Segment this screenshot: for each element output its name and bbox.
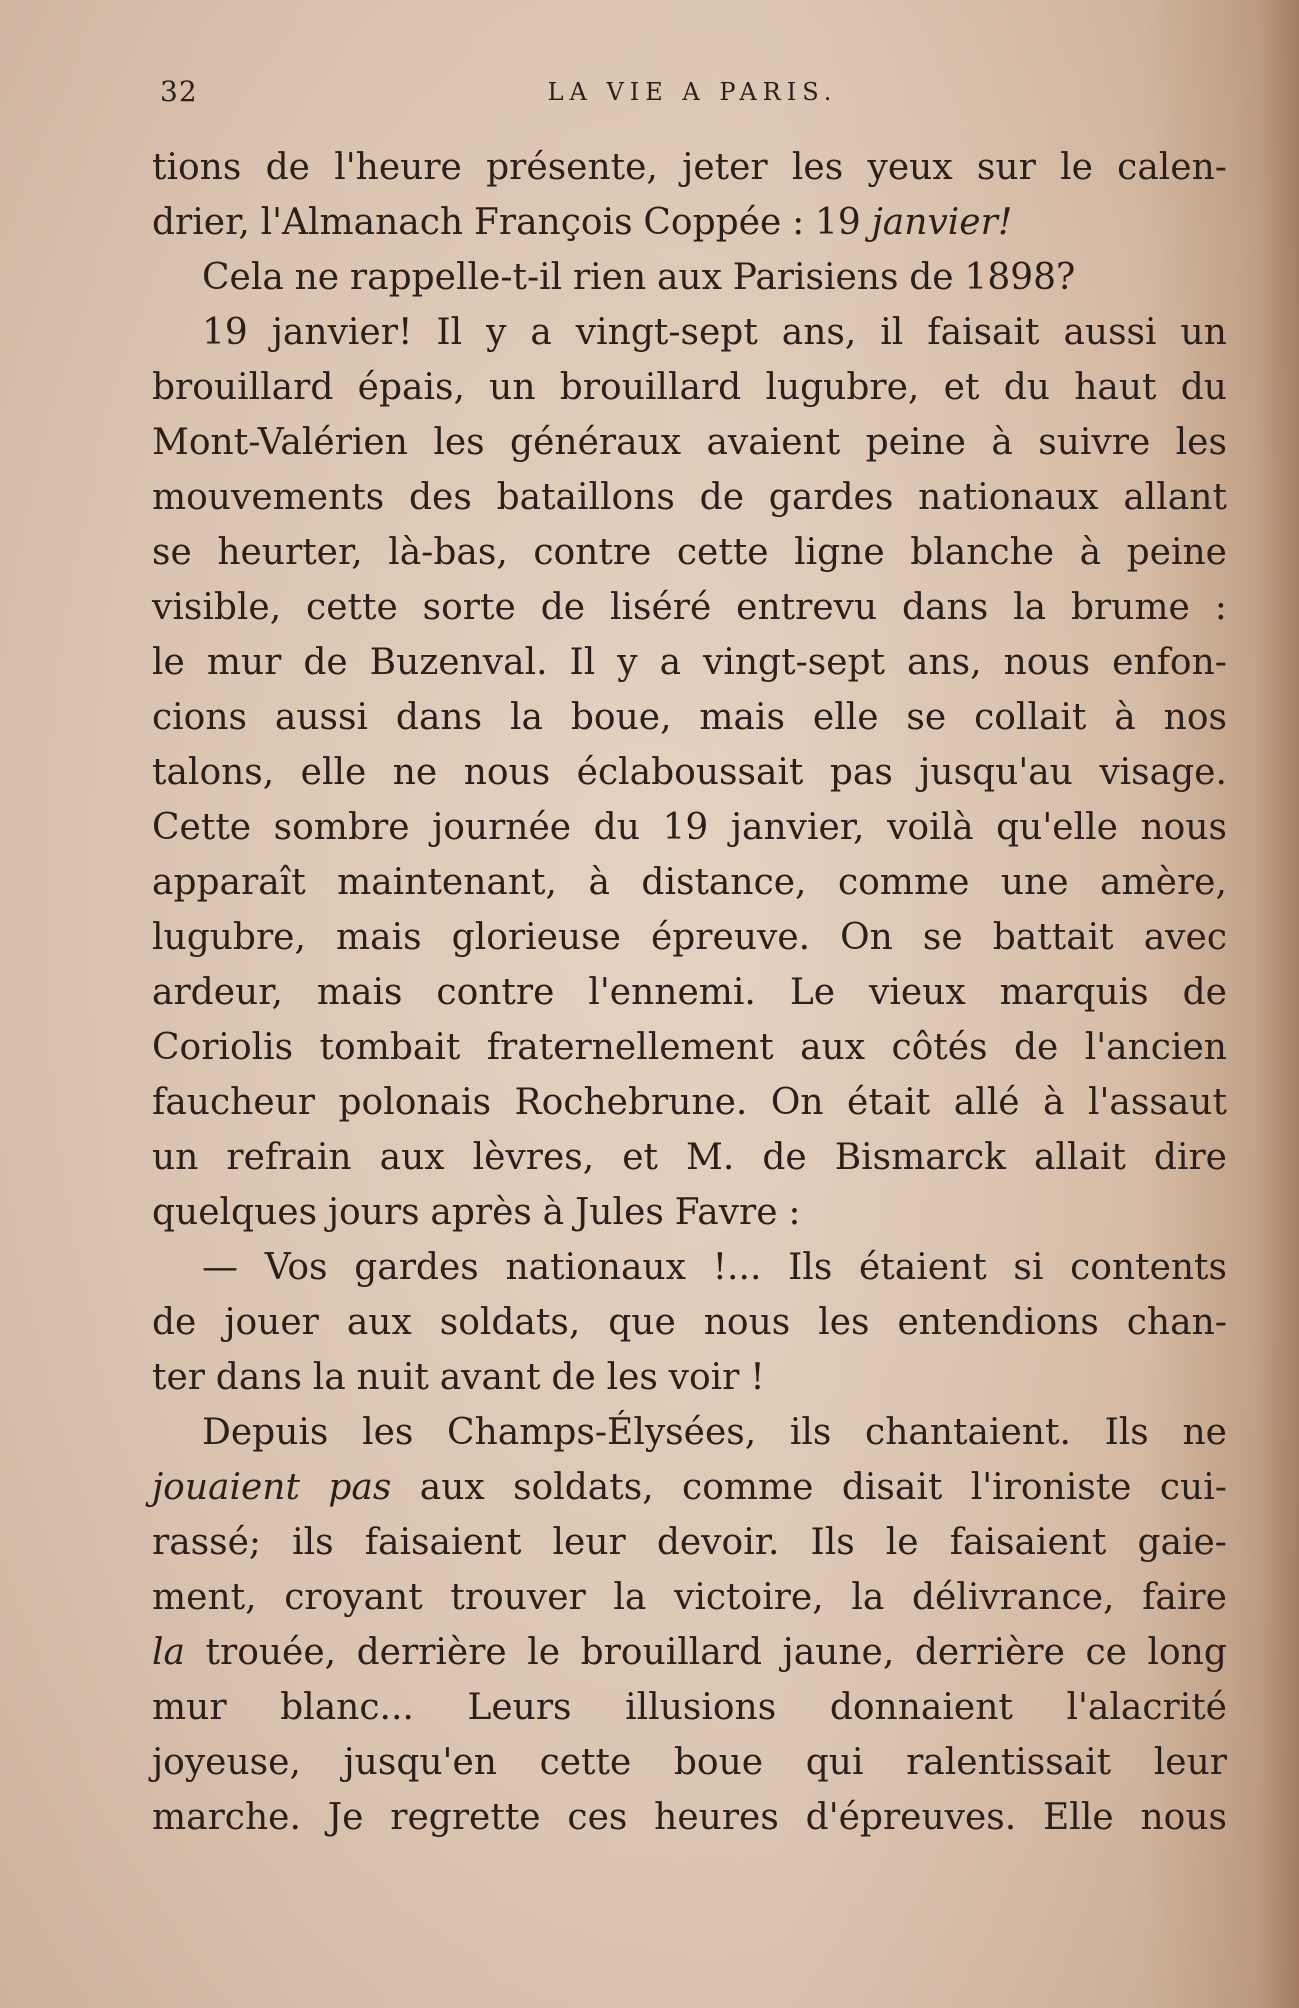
text-word: collait (974, 697, 1087, 738)
text-word: nationaux (505, 1247, 686, 1288)
text-word: mur (206, 642, 282, 683)
text-word: quelques (152, 1192, 318, 1233)
text-word: elle (812, 697, 879, 738)
text-word: tombait (319, 1027, 461, 1068)
text-word: peine (1126, 532, 1227, 573)
text-word: aux (800, 1027, 866, 1068)
text-word: de (303, 642, 348, 683)
text-word: allant (1123, 477, 1227, 518)
text-line (152, 580, 1227, 635)
text-word: voir (668, 1357, 740, 1398)
text-word: ils (789, 1412, 832, 1453)
text-word: sombre (273, 807, 410, 848)
text-line (152, 1790, 1227, 1845)
text-line (152, 635, 1227, 690)
text-word: On (770, 1082, 824, 1123)
text-word: boue (673, 1742, 764, 1783)
text-word: — (202, 1247, 238, 1288)
text-word: janvier! (871, 202, 1013, 243)
text-word: soldats, (513, 1467, 654, 1508)
text-word: le (152, 642, 185, 683)
text-word: Rochebrune. (514, 1082, 748, 1123)
text-word: battait (992, 917, 1114, 958)
text-word: distance, (641, 862, 807, 903)
text-word: regrette (390, 1797, 541, 1838)
text-word: contre (436, 972, 555, 1013)
text-line (152, 140, 1227, 195)
text-word: d'épreuves. (805, 1797, 1017, 1838)
text-word: visage. (1099, 752, 1227, 793)
text-word: amère, (1100, 862, 1227, 903)
text-word: aussi (274, 697, 369, 738)
text-word: brouillard (580, 1632, 763, 1673)
text-word: l'heure (334, 147, 462, 188)
text-word: ne (392, 752, 438, 793)
text-word: boue, (570, 697, 672, 738)
text-word: Il (436, 312, 463, 353)
text-word: de (540, 587, 586, 628)
text-word: enfon- (1112, 642, 1227, 683)
text-line (152, 1350, 1227, 1405)
text-word: les (606, 1357, 658, 1398)
text-word: ces (567, 1797, 628, 1838)
text-line (152, 800, 1227, 855)
text-word: qui (805, 1742, 864, 1783)
text-word: dans (395, 697, 483, 738)
text-line (152, 855, 1227, 910)
text-word: yeux (867, 147, 953, 188)
text-word: ce (1085, 1632, 1127, 1673)
text-word: la (152, 1632, 185, 1673)
text-word: l'assaut (1087, 1082, 1227, 1123)
text-word: dans (215, 1357, 302, 1398)
text-word: Le (789, 972, 836, 1013)
text-word: Je (327, 1797, 364, 1838)
text-word: à (588, 862, 610, 903)
text-word: jours (327, 1192, 420, 1233)
text-word: Parisiens (732, 257, 899, 298)
text-word: mais (316, 972, 403, 1013)
text-word: Cela (202, 257, 284, 298)
text-word: heurter, (217, 532, 363, 573)
text-word: à (1079, 532, 1102, 573)
text-word: dire (1153, 1137, 1227, 1178)
text-line (152, 1735, 1227, 1790)
text-word: éclaboussait (576, 752, 804, 793)
text-word: trouver (450, 1577, 586, 1618)
text-word: ne (1182, 1412, 1227, 1453)
text-word: les (362, 1412, 414, 1453)
text-word: un (489, 367, 536, 408)
text-word: vingt-sept (703, 642, 886, 683)
page-edge-shadow (1259, 0, 1299, 2008)
text-line (152, 965, 1227, 1020)
text-word: lugubre, (152, 917, 306, 958)
text-word: voilà (887, 807, 974, 848)
text-word: du (593, 807, 640, 848)
text-word: la (312, 1357, 346, 1398)
text-word: du (1180, 367, 1227, 408)
text-word: de (551, 1357, 596, 1398)
text-word: épais, (357, 367, 465, 408)
text-word: Bismarck (834, 1137, 1006, 1178)
text-word: nous (1140, 1797, 1227, 1838)
text-word: cette (306, 587, 398, 628)
text-word: jusqu'en (343, 1742, 497, 1783)
text-word: 19 (202, 312, 248, 353)
text-word: elle (300, 752, 367, 793)
text-word: se (906, 697, 947, 738)
text-word: long (1147, 1632, 1227, 1673)
text-line (152, 1295, 1227, 1350)
text-word: chan- (1126, 1302, 1227, 1343)
text-word: jouer (224, 1302, 319, 1343)
text-line (152, 250, 1227, 305)
text-word: de (762, 1137, 807, 1178)
text-word: ans, (907, 642, 982, 683)
text-word: allait (1033, 1137, 1126, 1178)
text-word: faisait (927, 312, 1040, 353)
text-word: étaient (858, 1247, 987, 1288)
text-word: les (791, 147, 844, 188)
text-line (152, 690, 1227, 745)
text-word: faucheur (152, 1082, 316, 1123)
text-word: polonais (338, 1082, 492, 1123)
text-line (152, 305, 1227, 360)
text-line (152, 525, 1227, 580)
text-word: visible, (152, 587, 282, 628)
text-word: gardes (354, 1247, 479, 1288)
text-word: pas (829, 752, 893, 793)
page-number: 32 (160, 75, 198, 108)
text-line (152, 1515, 1227, 1570)
text-word: il (880, 312, 904, 353)
text-word: janvier, (730, 807, 865, 848)
text-word: marquis (999, 972, 1149, 1013)
text-word: blanche (910, 532, 1055, 573)
text-word: sorte (422, 587, 516, 628)
text-line (152, 415, 1227, 470)
text-word: épreuve. (650, 917, 811, 958)
running-title: LA VIE A PARIS. (547, 78, 838, 106)
text-word: Jules (574, 1192, 664, 1233)
text-word: faire (1142, 1577, 1227, 1618)
text-word: a (530, 312, 552, 353)
text-word: brouillard (559, 367, 742, 408)
text-word: le (1060, 147, 1093, 188)
text-word: glorieuse (451, 917, 621, 958)
text-word: à (991, 422, 1013, 463)
text-word: calen- (1117, 147, 1227, 188)
text-word: aux (419, 1467, 485, 1508)
text-word: entendions (897, 1302, 1099, 1343)
text-line (152, 745, 1227, 800)
text-word: jeter (682, 147, 768, 188)
text-word: y (486, 312, 507, 353)
text-word: haut (1074, 367, 1157, 408)
text-word: allé (953, 1082, 1020, 1123)
text-word: et (622, 1137, 658, 1178)
text-word: brume (1070, 587, 1190, 628)
text-word: ne (294, 257, 340, 298)
text-word: journée (432, 807, 572, 848)
text-word: heures (654, 1797, 779, 1838)
text-word: l'ironiste (970, 1467, 1132, 1508)
text-word: la (851, 1577, 885, 1618)
text-word: mur (152, 1687, 227, 1728)
text-word: liséré (609, 587, 712, 628)
text-line (152, 1075, 1227, 1130)
text-word: se (152, 532, 192, 573)
text-line (152, 1625, 1227, 1680)
text-word: du (1003, 367, 1050, 408)
text-word: à (1114, 697, 1136, 738)
text-line (152, 910, 1227, 965)
text-word: comme (837, 862, 970, 903)
text-word: François (473, 202, 633, 243)
text-word: Ils (788, 1247, 833, 1288)
text-word: Mont-Valérien (152, 422, 408, 463)
text-word: ans, (781, 312, 857, 353)
text-word: a (659, 642, 682, 683)
text-word: à (542, 1192, 565, 1233)
text-word: le (527, 1632, 561, 1673)
text-word: lugubre, (765, 367, 920, 408)
text-word: talons, (152, 752, 275, 793)
text-word: aussi (1063, 312, 1157, 353)
text-word: comme (682, 1467, 814, 1508)
text-word: 19 (662, 807, 709, 848)
text-word: Coppée (643, 202, 782, 243)
text-word: avec (1143, 917, 1227, 958)
text-word: bataillons (496, 477, 675, 518)
text-word: nuit (356, 1357, 429, 1398)
text-word: maintenant, (337, 862, 557, 903)
text-word: gardes (768, 477, 894, 518)
text-word: les (433, 422, 485, 463)
text-word: Champs-Élysées, (447, 1412, 757, 1453)
text-word: cui- (1159, 1467, 1227, 1508)
text-word: Depuis (202, 1412, 329, 1453)
text-word: contents (1070, 1247, 1227, 1288)
text-word: nous (1003, 642, 1091, 683)
text-word: tions (152, 147, 242, 188)
text-word: Vos (264, 1247, 328, 1288)
text-word: Il (569, 642, 596, 683)
text-word: : (788, 1192, 801, 1233)
text-line (152, 360, 1227, 415)
text-word: apparaît (152, 862, 306, 903)
text-word: un (1180, 312, 1227, 353)
text-word: 1898? (964, 257, 1076, 298)
text-word: ils (292, 1522, 334, 1563)
text-word: Elle (1043, 1797, 1114, 1838)
text-word: l'ennemi. (588, 972, 756, 1013)
text-word: : (792, 202, 805, 243)
text-word: derrière (914, 1632, 1065, 1673)
text-word: Leurs (467, 1687, 572, 1728)
text-word: avant (439, 1357, 541, 1398)
text-word: y (617, 642, 638, 683)
text-word: de (152, 1302, 197, 1343)
text-word: mais (336, 917, 422, 958)
text-line (152, 1185, 1227, 1240)
text-word: ligne (794, 532, 885, 573)
text-word: cette (676, 532, 769, 573)
text-word: la (613, 1577, 647, 1618)
text-word: illusions (625, 1687, 777, 1728)
text-word: drier, (152, 202, 250, 243)
text-word: mouvements (152, 477, 385, 518)
text-word: mais (699, 697, 785, 738)
text-word: faisaient (364, 1522, 522, 1563)
text-word: fraternellement (486, 1027, 774, 1068)
text-word: la (1013, 587, 1047, 628)
text-word: rassé; (152, 1522, 262, 1563)
text-word: Ils (810, 1522, 855, 1563)
text-word: des (408, 477, 472, 518)
text-word: que (608, 1302, 676, 1343)
text-word: de (1182, 972, 1227, 1013)
text-word: gaie- (1137, 1522, 1227, 1563)
text-word: dans (902, 587, 989, 628)
text-word: à (1043, 1082, 1065, 1123)
text-line (152, 1240, 1227, 1295)
text-word: Favre (674, 1192, 778, 1233)
text-word: leur (1153, 1742, 1227, 1783)
text-word: !... (712, 1247, 762, 1288)
text-word: vingt-sept (575, 312, 758, 353)
text-word: nous (1140, 807, 1227, 848)
text-word: après (430, 1192, 532, 1233)
text-word: chantaient. (865, 1412, 1071, 1453)
text-word: l'ancien (1084, 1027, 1227, 1068)
text-word: les (818, 1302, 870, 1343)
text-word: et (943, 367, 980, 408)
text-word: aux (346, 1302, 412, 1343)
text-word: ralentissait (906, 1742, 1112, 1783)
text-line (152, 1020, 1227, 1075)
text-word: joyeuse, (152, 1742, 301, 1783)
text-word: suivre (1038, 422, 1151, 463)
text-line (152, 1570, 1227, 1625)
text-line (152, 1405, 1227, 1460)
text-word: jusqu'au (919, 752, 1073, 793)
text-word: qu'elle (996, 807, 1118, 848)
text-word: entrevu (736, 587, 878, 628)
text-word: pas (328, 1467, 392, 1508)
text-word: faisaient (949, 1522, 1107, 1563)
text-word: sur (976, 147, 1036, 188)
text-word: jaune, (782, 1632, 895, 1673)
text-line (152, 470, 1227, 525)
text-word: M. (686, 1137, 735, 1178)
text-word: refrain (226, 1137, 352, 1178)
text-word: victoire, (674, 1577, 824, 1618)
text-word: si (1013, 1247, 1044, 1288)
text-word: aux (379, 1137, 445, 1178)
text-word: nos (1163, 697, 1227, 738)
text-word: nous (463, 752, 551, 793)
text-word: l'Almanach (260, 202, 464, 243)
text-line (152, 1130, 1227, 1185)
text-word: : (1214, 587, 1227, 628)
text-word: délivrance, (911, 1577, 1115, 1618)
text-word: aux (656, 257, 722, 298)
text-word: lèvres, (472, 1137, 595, 1178)
text-word: vieux (868, 972, 966, 1013)
text-word: l'alacrité (1066, 1687, 1227, 1728)
text-word: Cette (152, 807, 252, 848)
text-word: rappelle-t-il (349, 257, 563, 298)
text-word: nationaux (918, 477, 1099, 518)
text-word: ment, (152, 1577, 257, 1618)
text-word: ! (750, 1357, 765, 1398)
text-word: croyant (284, 1577, 423, 1618)
text-word: Ils (1104, 1412, 1149, 1453)
text-line (152, 1680, 1227, 1735)
text-word: la (509, 697, 543, 738)
text-word: là-bas, (388, 532, 508, 573)
text-word: disait (841, 1467, 943, 1508)
text-word: cions (152, 697, 248, 738)
text-word: donnaient (829, 1687, 1013, 1728)
text-line (152, 1460, 1227, 1515)
text-line (152, 195, 1227, 250)
running-header (160, 70, 1225, 120)
text-word: blanc... (280, 1687, 414, 1728)
text-word: peine (865, 422, 966, 463)
body-text (152, 140, 1227, 1845)
text-word: présente, (486, 147, 658, 188)
text-word: marche. (152, 1797, 301, 1838)
text-word: de (1013, 1027, 1059, 1068)
text-word: leur (552, 1522, 626, 1563)
text-word: les (1175, 422, 1227, 463)
text-word: ter (152, 1357, 205, 1398)
text-word: devoir. (656, 1522, 780, 1563)
text-word: le (885, 1522, 919, 1563)
text-word: jouaient (152, 1467, 300, 1508)
text-word: ardeur, (152, 972, 283, 1013)
text-word: généraux (510, 422, 682, 463)
text-word: Buzenval. (369, 642, 548, 683)
text-word: avaient (706, 422, 841, 463)
text-word: soldats, (439, 1302, 581, 1343)
text-word: nous (703, 1302, 791, 1343)
text-word: contre (533, 532, 652, 573)
text-word: 19 (815, 202, 861, 243)
text-word: janvier! (271, 312, 413, 353)
text-word: se (922, 917, 963, 958)
text-word: une (1000, 862, 1069, 903)
text-word: derrière (356, 1632, 507, 1673)
text-word: un (152, 1137, 199, 1178)
text-word: de (699, 477, 745, 518)
text-word: brouillard (152, 367, 334, 408)
text-word: On (840, 917, 893, 958)
text-word: Coriolis (152, 1027, 294, 1068)
text-word: cette (539, 1742, 632, 1783)
text-word: côtés (891, 1027, 988, 1068)
text-word: de (909, 257, 954, 298)
text-word: de (265, 147, 310, 188)
text-word: était (847, 1082, 931, 1123)
text-word: trouée, (205, 1632, 337, 1673)
text-word: rien (572, 257, 647, 298)
